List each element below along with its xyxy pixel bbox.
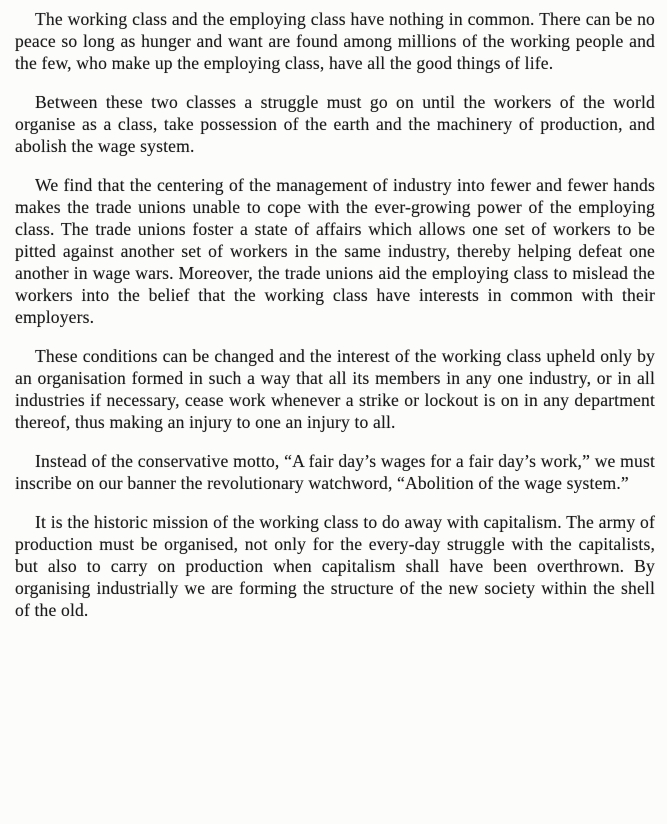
paragraph-4: These conditions can be changed and the interest of the working class upheld only by an organisation formed in such a way that all its members in any one industry, or in all industries if necessary, cease work whenever a strike or lockout is on in any department thereof, thus making an injury to one an injury to all.: [15, 346, 655, 432]
paragraph-2: Between these two classes a struggle must go on until the workers of the world organise as a class, take possession of the earth and the machinery of production, and abolish the wage system.: [15, 92, 655, 156]
paragraph-5: Instead of the conservative motto, “A fair day’s wages for a fair day’s work,” we must inscribe on our banner the revolutionary watchword, “Abolition of the wage system.”: [15, 451, 655, 493]
document-body: [15, 8, 655, 621]
paragraph-6: It is the historic mission of the working class to do away with capitalism. The army of production must be organised, not only for the every-day struggle with the capitalists, but also to carry on production when capitalism shall have been overthrown. By organising industrially we are forming the structure of the new society within the shell of the old.: [15, 512, 655, 620]
paragraph-1: The working class and the employing class have nothing in common. There can be no peace so long as hunger and want are found among millions of the working people and the few, who make up the employing class, have all the good things of life.: [15, 9, 655, 73]
paragraph-3: We find that the centering of the management of industry into fewer and fewer hands makes the trade unions unable to cope with the ever-growing power of the employing class. The trade unions foster a state of affairs which allows one set of workers to be pitted against another set of workers in the same industry, thereby helping defeat one another in wage wars. Moreover, the trade unions aid the employing class to mislead the workers into the belief that the working class have interests in common with their employers.: [15, 175, 655, 327]
